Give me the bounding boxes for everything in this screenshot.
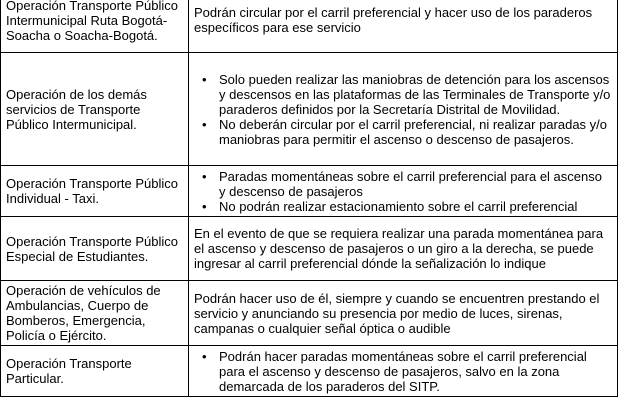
rule-bullet-text: Solo pueden realizar las maniobras de detención para los ascensos y descensos en las plataformas de las Terminales de Transporte y/o paraderos definidos por la Secretaría Distrital de Movilidad.	[219, 71, 611, 117]
operation-cell	[1, 281, 189, 346]
operation-cell	[1, 0, 189, 53]
table-row	[1, 217, 618, 281]
rule-cell	[189, 53, 618, 166]
list-item	[194, 169, 612, 199]
table-row	[1, 53, 618, 166]
table-row	[1, 0, 618, 53]
table-row	[1, 281, 618, 346]
rule-bullet-text: No deberán circular por el carril preferencial, ni realizar paradas y/o maniobras para permitir el ascenso o descenso de pasajeros.	[219, 116, 608, 147]
operation-label: Operación de vehículos de Ambulancias, Cuerpo de Bomberos, Emergencia, Policía o Ejército.	[6, 283, 161, 343]
rule-cell	[189, 166, 618, 217]
rule-text: En el evento de que se requiera realizar una parada momentánea para el ascenso y descenso de pasajeros o un giro a la derecha, se puede ingresar al carril preferencial dónde la señalización lo indique	[194, 226, 604, 271]
bullet-icon: •	[202, 71, 207, 87]
operation-cell	[1, 346, 189, 397]
bullet-icon: •	[202, 348, 207, 364]
table-row	[1, 346, 618, 397]
bullet-icon: •	[202, 198, 207, 214]
rule-bullet-list	[194, 169, 612, 214]
rule-cell	[189, 217, 618, 281]
list-item	[194, 349, 612, 394]
operation-cell	[1, 166, 189, 217]
rule-cell	[189, 346, 618, 397]
rule-bullet-text: Podrán hacer paradas momentáneas sobre el carril preferencial para el ascenso y descenso de pasajeros, salvo en la zona demarcada de los paraderos del SITP.	[219, 348, 587, 394]
operation-label: Operación Transporte Público Intermunicipal Ruta Bogotá-Soacha o Soacha-Bogotá.	[6, 0, 178, 43]
rule-text: Podrán circular por el carril preferencial y hacer uso de los paraderos específicos para ese servicio	[194, 5, 593, 35]
rule-bullet-text: No podrán realizar estacionamiento sobre el carril preferencial	[219, 198, 578, 214]
rule-cell	[189, 281, 618, 346]
operation-label: Operación Transporte Público Especial de Estudiantes.	[6, 233, 178, 264]
rule-cell	[189, 0, 618, 53]
table-row	[1, 166, 618, 217]
rule-text: Podrán hacer uso de él, siempre y cuando se encuentren prestando el servicio y anunciando su presencia por medio de luces, sirenas, campanas o cualquier señal óptica o audible	[194, 290, 600, 336]
rule-bullet-list	[194, 349, 612, 394]
bullet-icon: •	[202, 116, 207, 132]
operation-label: Operación de los demás servicios de Transporte Público Intermunicipal.	[6, 86, 147, 132]
operation-cell	[1, 53, 189, 166]
operation-cell	[1, 217, 189, 281]
rule-bullet-list	[194, 72, 612, 147]
operation-label: Operación Transporte Público Individual - Taxi.	[6, 176, 178, 206]
list-item	[194, 72, 612, 117]
list-item	[194, 199, 612, 214]
rule-bullet-text: Paradas momentáneas sobre el carril preferencial para el ascenso y descenso de pasajeros	[219, 168, 602, 199]
bullet-icon: •	[202, 168, 207, 184]
operation-label: Operación Transporte Particular.	[6, 356, 132, 386]
list-item	[194, 117, 612, 147]
